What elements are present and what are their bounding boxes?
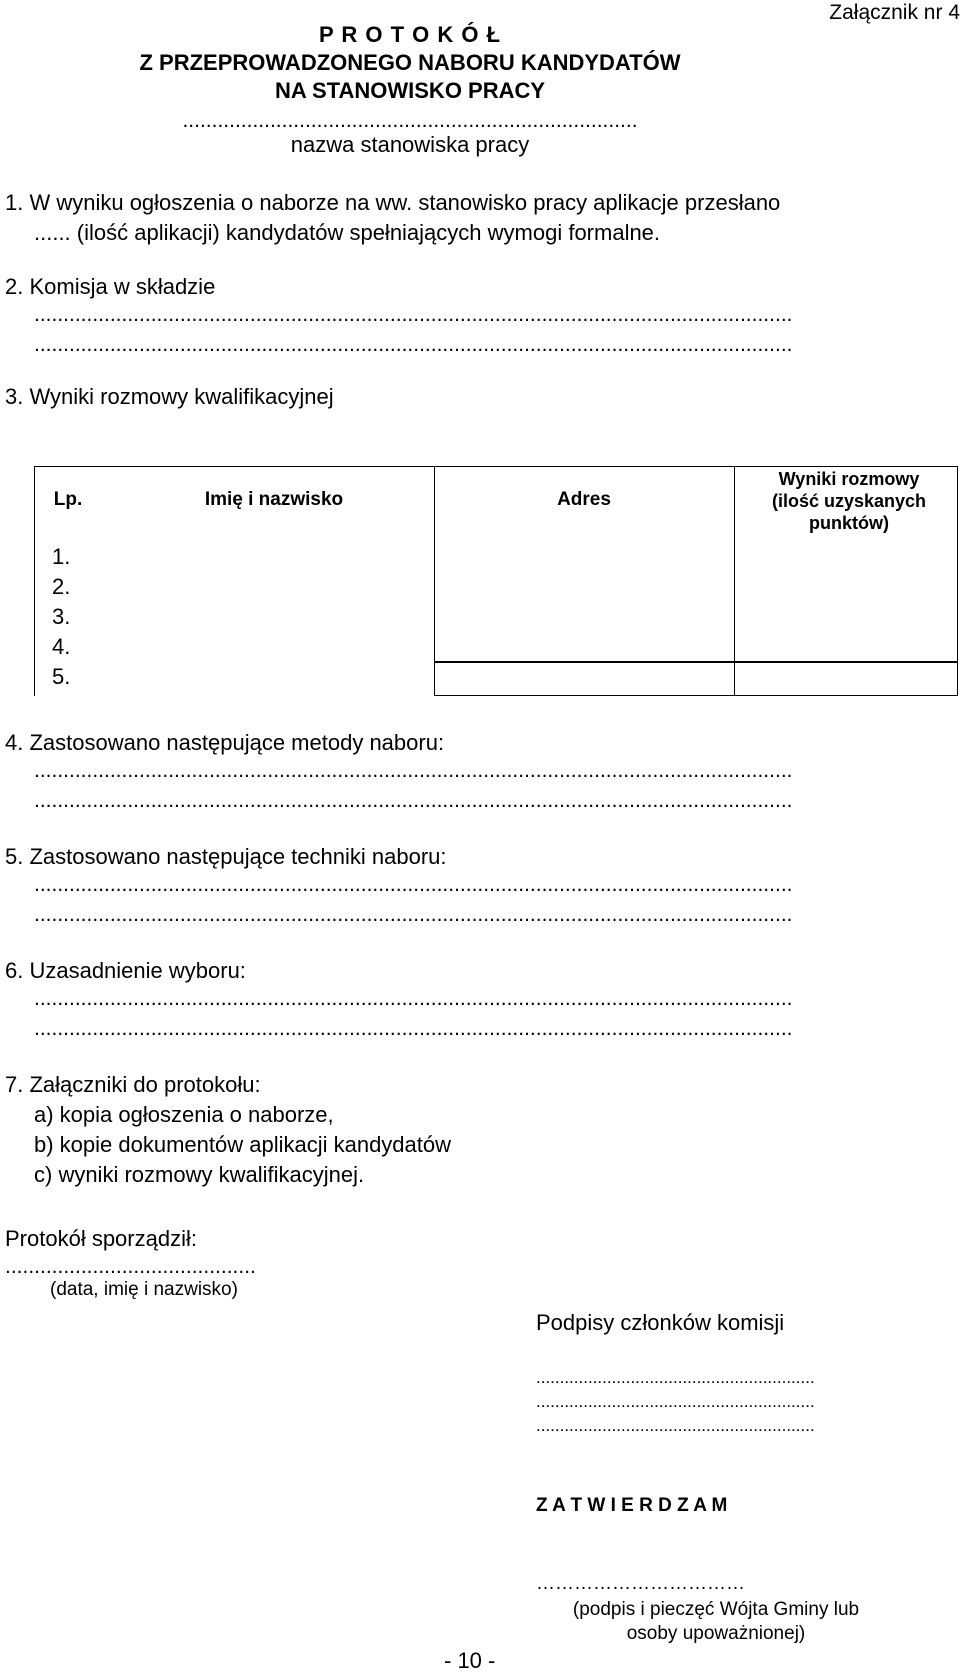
row-number: 5.: [52, 664, 71, 689]
page-number: - 10 -: [444, 1648, 496, 1673]
section1-line1: 1. W wyniku ogłoszenia o naborze na ww. stanowisko pracy aplikacje przesłano: [5, 190, 781, 215]
row-number: 4.: [52, 634, 71, 659]
section7-heading: 7. Załączniki do protokołu:: [5, 1072, 261, 1097]
row-number: 3.: [52, 604, 71, 629]
section4-dots-2: ..................................................................................................................................: [34, 789, 793, 812]
section3-heading: 3. Wyniki rozmowy kwalifikacyjnej: [5, 384, 334, 409]
attachment-item-a: a) kopia ogłoszenia o naborze,: [34, 1102, 334, 1127]
prepared-by-dots: ...........................................: [5, 1255, 256, 1278]
approval-label: Z A T W I E R D Z A M: [536, 1495, 728, 1516]
section6-heading: 6. Uzasadnienie wyboru:: [5, 958, 246, 983]
section5-dots-1: ..................................................................................................................................: [34, 873, 793, 896]
signatures-label: Podpisy członków komisji: [536, 1310, 785, 1335]
section6-dots-2: ..................................................................................................................................: [34, 1017, 793, 1040]
results-table: [34, 466, 958, 696]
header-address: Adres: [557, 489, 611, 510]
signature-line: ...........................................................: [536, 1368, 815, 1387]
section6-dots-1: ..................................................................................................................................: [34, 987, 793, 1010]
approval-dots: ……………………………: [536, 1573, 745, 1594]
signature-line: ...........................................................: [536, 1392, 815, 1411]
prepared-by-caption: (data, imię i nazwisko): [50, 1279, 238, 1300]
attachment-item-c: c) wyniki rozmowy kwalifikacyjnej.: [34, 1162, 365, 1187]
document-title: P R O T O K Ó Ł: [318, 22, 502, 47]
attachment-item-b: b) kopie dokumentów aplikacji kandydatów: [34, 1132, 452, 1157]
section1-line2: ...... (ilość aplikacji) kandydatów spełniających wymogi formalne.: [34, 220, 661, 245]
row-number: 2.: [52, 574, 71, 599]
approval-caption-line1: (podpis i pieczęć Wójta Gminy lub: [572, 1599, 860, 1620]
attachment-label: Załącznik nr 4: [829, 1, 960, 24]
section4-dots-1: ..................................................................................................................................: [34, 759, 793, 782]
header-results: Wyniki rozmowy (ilość uzyskanych punktów): [771, 469, 927, 533]
header-name: Imię i nazwisko: [204, 489, 344, 510]
section2-dots-1: ..................................................................................................................................: [34, 303, 793, 326]
approval-caption-line2: osoby upoważnionej): [626, 1623, 806, 1644]
position-name-dots: ..............................................................................: [182, 109, 638, 132]
section2-heading: 2. Komisja w składzie: [5, 274, 216, 299]
header-lp: Lp.: [53, 489, 83, 510]
prepared-by-label: Protokół sporządził:: [5, 1226, 197, 1251]
section5-dots-2: ..................................................................................................................................: [34, 903, 793, 926]
row-number: 1.: [52, 544, 71, 569]
section2-dots-2: ..................................................................................................................................: [34, 333, 793, 356]
signature-line: ...........................................................: [536, 1416, 815, 1435]
section4-heading: 4. Zastosowano następujące metody naboru:: [5, 730, 445, 755]
section5-heading: 5. Zastosowano następujące techniki naboru:: [5, 844, 447, 869]
document-title-line2: Z PRZEPROWADZONEGO NABORU KANDYDATÓW: [139, 50, 681, 75]
document-title-line3: NA STANOWISKO PRACY: [274, 78, 546, 103]
position-name-caption: nazwa stanowiska pracy: [290, 132, 530, 157]
